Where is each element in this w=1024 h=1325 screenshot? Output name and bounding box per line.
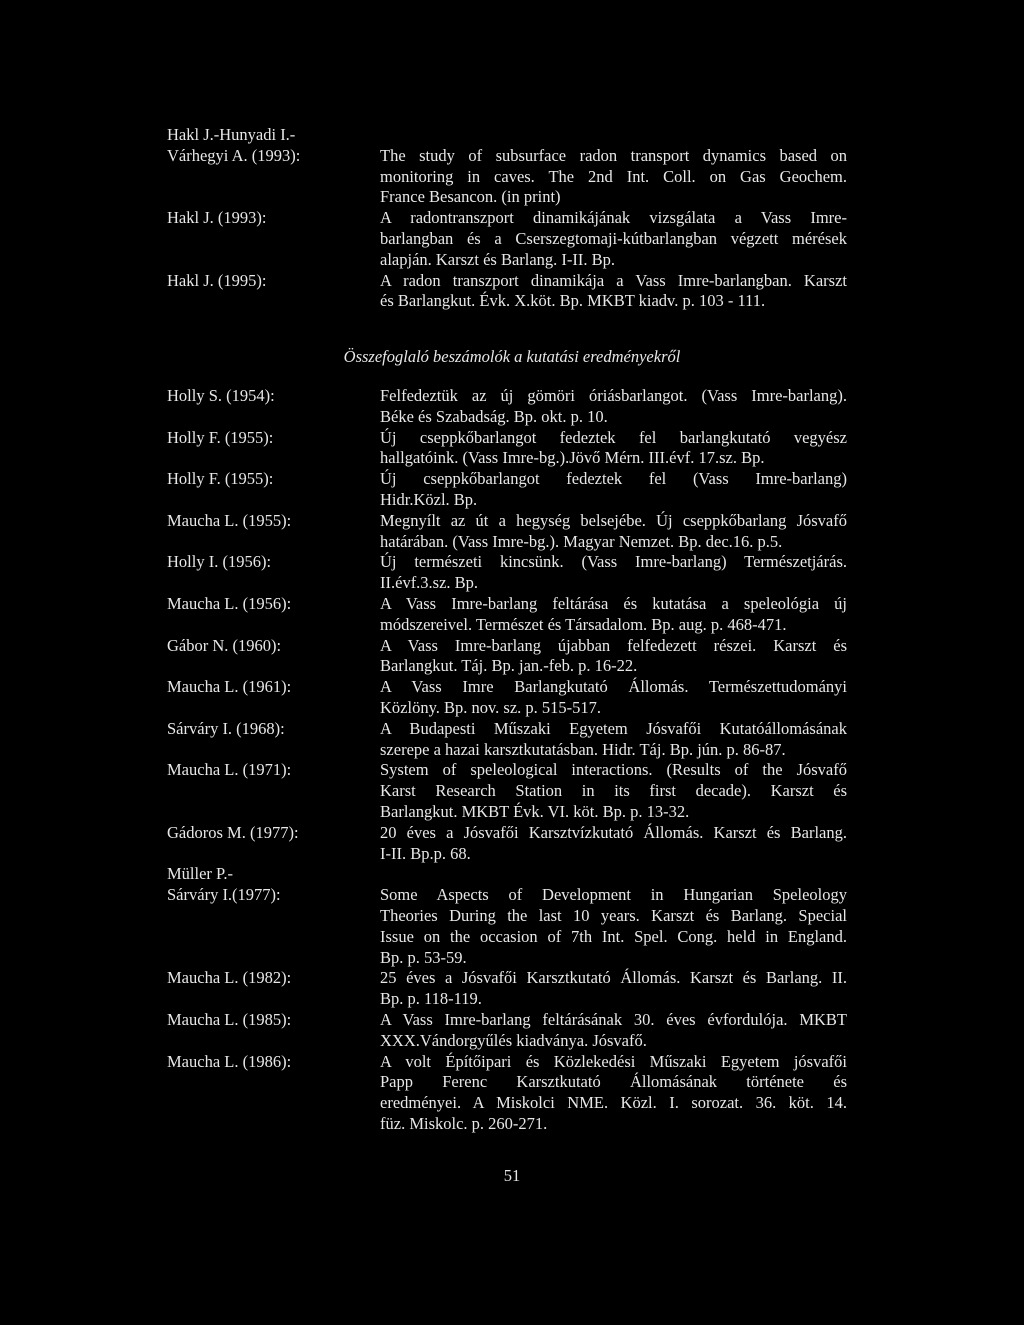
reference-author: Holly S. (1954): xyxy=(167,386,275,405)
reference-author: Gádoros M. (1977): xyxy=(167,822,299,842)
page-number: 51 xyxy=(503,1166,521,1185)
reference-line: Felfedeztük az új gömöri óriásbarlangot. (Vass Imre-barlang). xyxy=(380,386,847,405)
reference-line: hallgatóink. (Vass Imre-bg.).Jövő Mérn. III.évf. 17.sz. Bp. xyxy=(380,448,765,468)
reference-author: Hakl J. (1995): xyxy=(167,270,267,290)
reference-line: Új cseppkőbarlangot fedeztek fel barlangkutató vegyész xyxy=(380,427,847,447)
reference-line: füz. Miskolc. p. 260-271. xyxy=(380,1113,548,1133)
reference-line: Theories During the last 10 years. Karszt és Barlang. Special xyxy=(380,905,847,925)
reference-line: I-II. Bp.p. 68. xyxy=(380,843,471,863)
reference-text xyxy=(380,1052,847,1135)
reference-line: határában. (Vass Imre-bg.). Magyar Nemzet. Bp. dec.16. p.5. xyxy=(380,531,783,551)
reference-entry xyxy=(167,719,847,761)
reference-entry xyxy=(167,428,847,470)
reference-text xyxy=(380,125,847,208)
reference-text xyxy=(380,552,847,594)
reference-line: A Vass Imre Barlangkutató Állomás. Természettudományi xyxy=(380,677,847,697)
reference-entry xyxy=(167,760,847,822)
reference-author: Maucha L. (1982): xyxy=(167,968,292,988)
reference-line: A volt Építőipari és Közlekedési Műszaki Egyetem jósvafői xyxy=(380,1051,847,1071)
reference-line: A Budapesti Műszaki Egyetem Jósvafői Kutatóállomásának xyxy=(380,718,847,738)
reference-spacer xyxy=(380,864,847,885)
reference-line: A Vass Imre-barlang újabban felfedezett részei. Karszt és xyxy=(380,635,847,655)
reference-line: XXX.Vándorgyűlés kiadványa. Jósvafő. xyxy=(380,1030,647,1050)
reference-text xyxy=(380,386,847,428)
reference-line: Új természeti kincsünk. (Vass Imre-barlang) Természetjárás. xyxy=(380,552,847,572)
reference-entry xyxy=(167,208,847,270)
reference-entry xyxy=(167,271,847,313)
reference-entry xyxy=(167,511,847,553)
reference-author: Hakl J. (1993): xyxy=(167,208,267,228)
reference-line: szerepe a hazai karsztkutatásban. Hidr. Táj. Bp. jún. p. 86-87. xyxy=(380,739,786,759)
reference-entry xyxy=(167,823,847,865)
reference-author: Holly F. (1955): xyxy=(167,469,274,489)
reference-line: System of speleological interactions. (Results of the Jósvafő xyxy=(380,760,847,780)
reference-line: Papp Ferenc Karsztkutató Állomásának története és xyxy=(380,1072,847,1092)
reference-author: Maucha L. (1971): xyxy=(167,760,292,780)
reference-line: monitoring in caves. The 2nd Int. Coll. on Gas Geochem. xyxy=(380,166,847,186)
reference-line: 25 éves a Jósvafői Karsztkutató Állomás. Karszt és Barlang. II. xyxy=(380,968,847,988)
reference-text xyxy=(380,271,847,313)
reference-spacer xyxy=(380,125,847,146)
reference-entry xyxy=(167,469,847,511)
reference-author: Müller P.- Sárváry I.(1977): xyxy=(167,864,281,905)
reference-author: Maucha L. (1985): xyxy=(167,1009,292,1029)
reference-line: Béke és Szabadság. Bp. okt. p. 10. xyxy=(380,406,608,426)
reference-entry xyxy=(167,864,847,968)
reference-line: The study of subsurface radon transport dynamics based on xyxy=(380,145,847,165)
reference-line: Közlöny. Bp. nov. sz. p. 515-517. xyxy=(380,697,602,717)
reference-author: Maucha L. (1955): xyxy=(167,510,292,530)
reference-line: Barlangkut. Táj. Bp. jan.-feb. p. 16-22. xyxy=(380,656,638,676)
reference-line: barlangban és a Cserszegtomaji-kútbarlangban végzett mérések xyxy=(380,228,847,248)
reference-line: 20 éves a Jósvafői Karsztvízkutató Állomás. Karszt és Barlang. xyxy=(380,822,847,842)
reference-text xyxy=(380,760,847,822)
reference-author: Maucha L. (1956): xyxy=(167,593,292,613)
reference-text xyxy=(380,636,847,678)
reference-entry xyxy=(167,386,847,428)
reference-line: Barlangkut. MKBT Évk. VI. köt. Bp. p. 13-32. xyxy=(380,801,690,821)
reference-line: Új cseppkőbarlangot fedeztek fel (Vass Imre-barlang) xyxy=(380,469,847,489)
top-reference-list xyxy=(167,125,847,312)
reference-text xyxy=(380,968,847,1010)
reference-text xyxy=(380,428,847,470)
summary-reference-list xyxy=(167,386,847,1135)
reference-author: Maucha L. (1961): xyxy=(167,677,292,697)
reference-text xyxy=(380,511,847,553)
reference-text xyxy=(380,719,847,761)
reference-line: A Vass Imre-barlang feltárásának 30. éves évfordulója. MKBT xyxy=(380,1009,847,1029)
reference-line: Issue on the occasion of 7th Int. Spel. Cong. held in England. xyxy=(380,926,847,946)
reference-author: Maucha L. (1986): xyxy=(167,1051,292,1071)
reference-text xyxy=(380,823,847,865)
reference-line: A radon transzport dinamikája a Vass Imre-barlangban. Karszt xyxy=(380,270,847,290)
reference-line: Bp. p. 53-59. xyxy=(380,947,467,967)
reference-author: Holly I. (1956): xyxy=(167,552,272,572)
reference-line: alapján. Karszt és Barlang. I-II. Bp. xyxy=(380,249,616,269)
reference-text xyxy=(380,594,847,636)
reference-text xyxy=(380,1010,847,1052)
reference-entry xyxy=(167,552,847,594)
reference-author: Holly F. (1955): xyxy=(167,427,274,447)
reference-entry xyxy=(167,125,847,208)
reference-entry xyxy=(167,594,847,636)
reference-line: Karst Research Station in its first decade). Karszt és xyxy=(380,781,847,801)
reference-line: A radontranszport dinamikájának vizsgálata a Vass Imre- xyxy=(380,208,847,228)
reference-line: Some Aspects of Development in Hungarian Speleology xyxy=(380,885,847,905)
reference-entry xyxy=(167,1052,847,1135)
section-heading: Összefoglaló beszámolók a kutatási eredményekről xyxy=(343,347,681,366)
reference-line: eredményei. A Miskolci NME. Közl. I. sorozat. 36. köt. 14. xyxy=(380,1093,847,1113)
reference-text xyxy=(380,469,847,511)
reference-line: Bp. p. 118-119. xyxy=(380,989,482,1009)
reference-entry xyxy=(167,636,847,678)
reference-text xyxy=(380,677,847,719)
reference-line: Hidr.Közl. Bp. xyxy=(380,489,478,509)
reference-line: A Vass Imre-barlang feltárása és kutatása a speleológia új xyxy=(380,593,847,613)
reference-author: Sárváry I. (1968): xyxy=(167,718,285,738)
reference-author: Gábor N. (1960): xyxy=(167,635,282,655)
reference-entry xyxy=(167,1010,847,1052)
reference-entry xyxy=(167,968,847,1010)
reference-text xyxy=(380,864,847,968)
reference-entry xyxy=(167,677,847,719)
reference-line: II.évf.3.sz. Bp. xyxy=(380,573,479,593)
reference-text xyxy=(380,208,847,270)
reference-author: Hakl J.-Hunyadi I.- Várhegyi A. (1993): xyxy=(167,125,301,165)
reference-line: Megnyílt az út a hegység belsejébe. Új cseppkőbarlang Jósvafő xyxy=(380,510,847,530)
reference-line: és Barlangkut. Évk. X.köt. Bp. MKBT kiadv. p. 103 - 111. xyxy=(380,291,766,311)
reference-line: módszereivel. Természet és Társadalom. Bp. aug. p. 468-471. xyxy=(380,614,787,634)
reference-line: France Besancon. (in print) xyxy=(380,187,561,207)
